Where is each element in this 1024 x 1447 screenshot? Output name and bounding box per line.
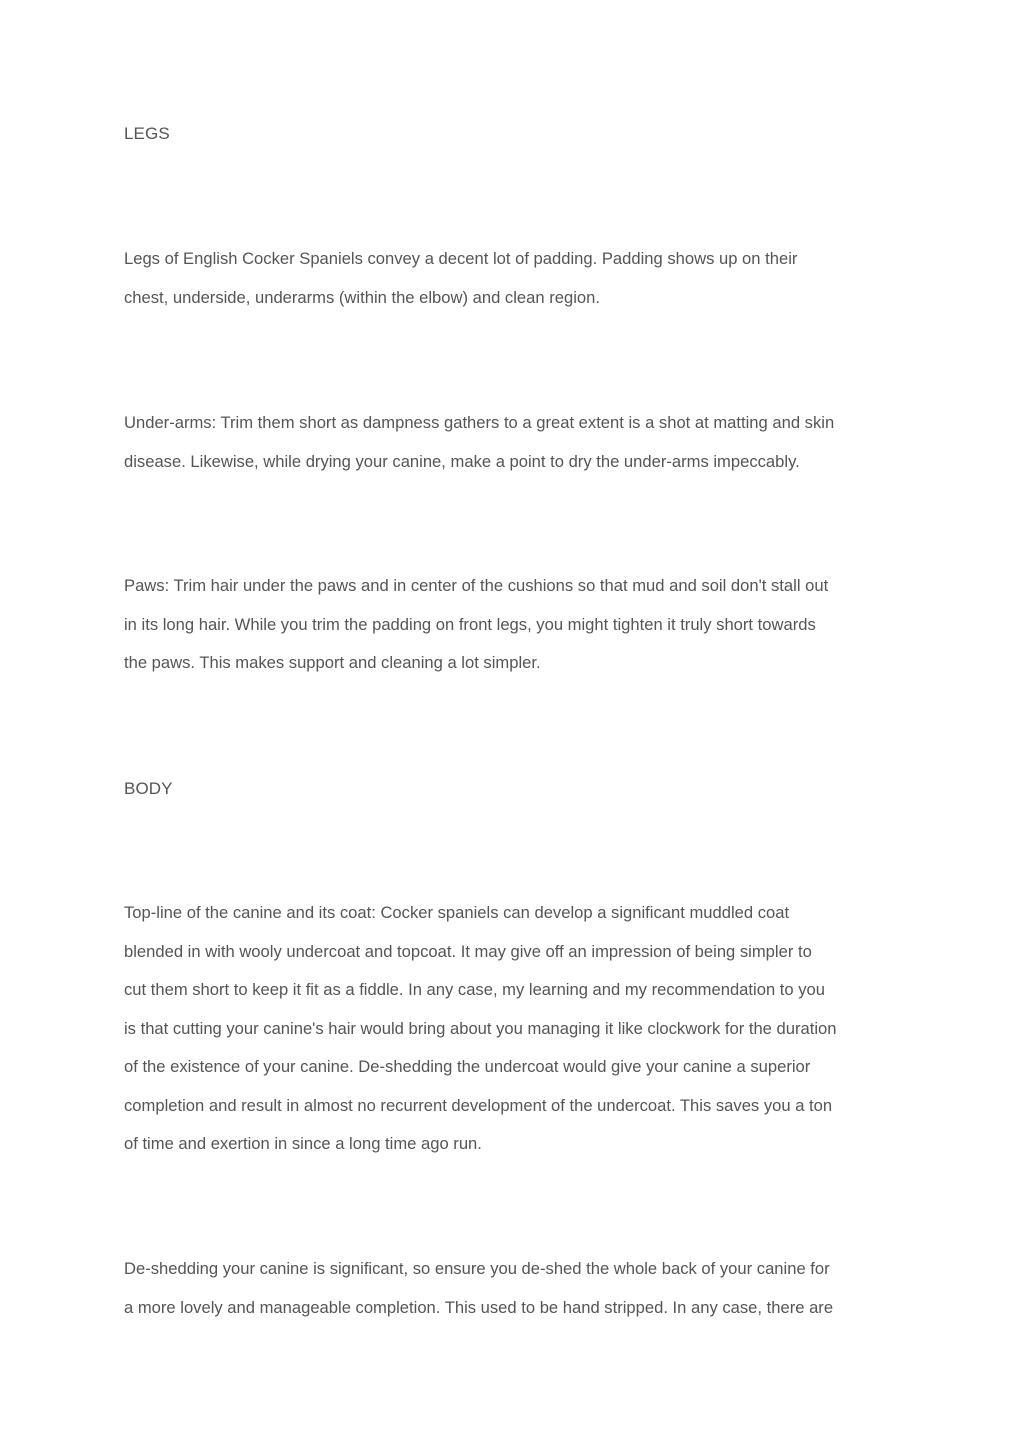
text-line: of the existence of your canine. De-shedding the undercoat would give your canine a superior (124, 1057, 811, 1076)
paragraph-de-shedding (124, 1250, 904, 1327)
text-line: in its long hair. While you trim the padding on front legs, you might tighten it truly short towards (124, 614, 816, 634)
paragraph-top-line-coat (124, 894, 904, 1164)
section-heading-body: BODY (124, 779, 173, 798)
paragraph-legs-intro (124, 240, 904, 317)
text-line: completion and result in almost no recurrent development of the undercoat. This saves you a ton (124, 1095, 833, 1115)
text-line: Top-line of the canine and its coat: Cocker spaniels can develop a significant muddled coat (124, 903, 790, 922)
text-line: a more lovely and manageable completion. This used to be hand stripped. In any case, there are (124, 1297, 834, 1317)
text-line: disease. Likewise, while drying your canine, make a point to dry the under-arms impeccably. (124, 451, 800, 471)
text-line: Legs of English Cocker Spaniels convey a decent lot of padding. Padding shows up on their (124, 249, 798, 268)
text-line: is that cutting your canine's hair would bring about you managing it like clockwork for the duration (124, 1018, 837, 1038)
text-line: blended in with wooly undercoat and topcoat. It may give off an impression of being simpler to (124, 941, 812, 961)
text-line: De-shedding your canine is significant, so ensure you de-shed the whole back of your canine for (124, 1259, 830, 1278)
document-page (124, 0, 904, 1447)
text-line: of time and exertion in since a long time ago run. (124, 1134, 482, 1153)
text-line: chest, underside, underarms (within the elbow) and clean region. (124, 287, 600, 307)
section-heading-legs: LEGS (124, 124, 170, 143)
text-line: cut them short to keep it fit as a fiddle. In any case, my learning and my recommendation to you (124, 980, 825, 999)
paragraph-paws (124, 567, 904, 683)
text-line: Under-arms: Trim them short as dampness gathers to a great extent is a shot at matting and skin (124, 413, 835, 432)
paragraph-under-arms (124, 404, 904, 481)
text-line: the paws. This makes support and cleaning a lot simpler. (124, 653, 541, 672)
text-line: Paws: Trim hair under the paws and in center of the cushions so that mud and soil don't stall out (124, 576, 829, 595)
